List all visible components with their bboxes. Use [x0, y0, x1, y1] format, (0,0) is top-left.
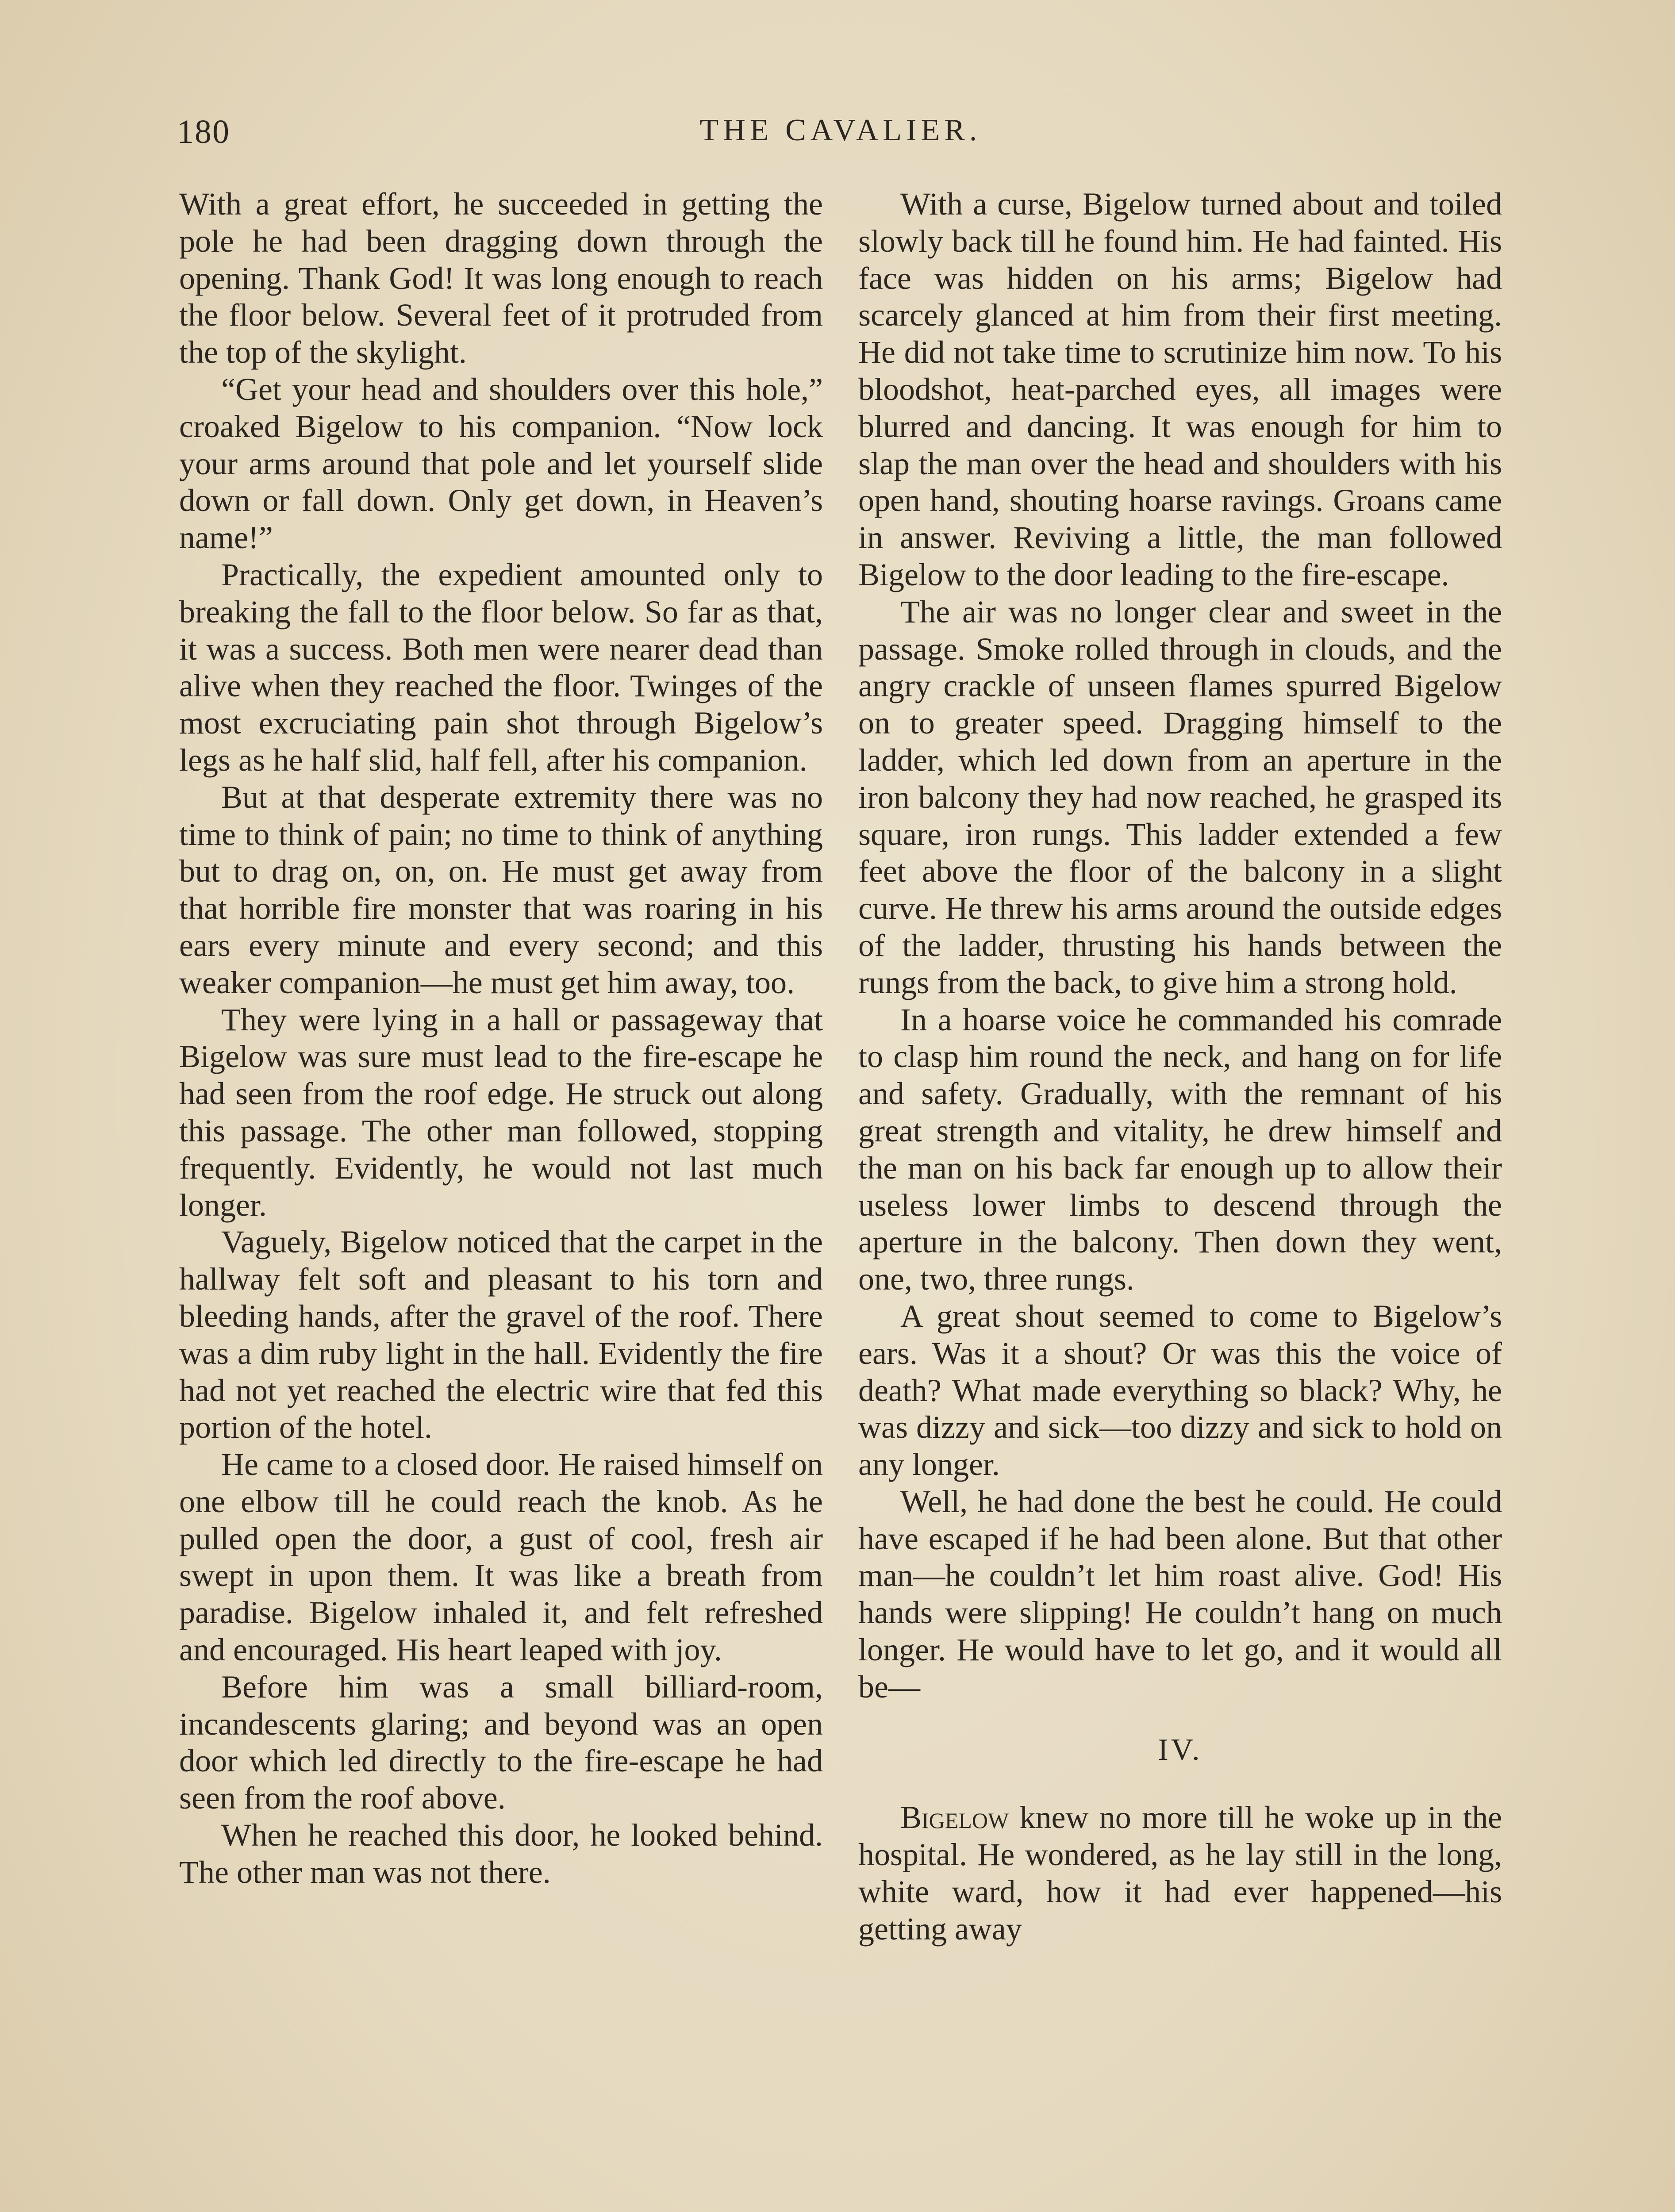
paragraph: With a great effort, he succeeded in getting the pole he had been dragging down through the opening. Thank God! It was long enough to reach the floor below. Several feet of it protruded from the top of the skylight. — [179, 186, 823, 370]
page-number: 180 — [177, 113, 230, 150]
section-opening-paragraph — [858, 1799, 1502, 1947]
paragraph: He came to a closed door. He raised himself on one elbow till he could reach the knob. As he pulled open the door, a gust of cool, fresh air swept in upon them. It was like a breath from paradise. Bigelow inhaled it, and felt refreshed and encouraged. His heart leaped with joy. — [179, 1447, 823, 1668]
paragraph: With a curse, Bigelow turned about and toiled slowly back till he found him. He had fainted. His face was hidden on his arms; Bigelow had scarcely glanced at him from their first meeting. He did not take time to scrutinize him now. To his bloodshot, heat-parched eyes, all images were blurred and dancing. It was enough for him to slap the man over the head and shoulders with his open hand, shouting hoarse ravings. Groans came in answer. Reviving a little, the man followed Bigelow to the door leading to the fire-escape. — [858, 186, 1502, 592]
section-heading: IV. — [1158, 1732, 1202, 1767]
opening-text: knew no more till he woke up in the hospital. He wondered, as he lay still in the long, white ward, how it had ever happened—his getting away — [858, 1800, 1502, 1947]
magazine-title: THE CAVALIER. — [699, 113, 982, 147]
paragraph: They were lying in a hall or passageway that Bigelow was sure must lead to the fire-escape he had seen from the roof edge. He struck out along this passage. The other man followed, stopping frequently. Evidently, he would not last much longer. — [179, 1002, 823, 1223]
left-column — [179, 186, 823, 1891]
opening-word: Bigelow — [900, 1800, 1009, 1836]
paragraph: In a hoarse voice he commanded his comrade to clasp him round the neck, and hang on for life and safety. Gradually, with the remnant of his great strength and vitality, he drew himself and the man on his back far enough up to allow their useless lower limbs to descend through the aperture in the balcony. Then down they went, one, two, three rungs. — [858, 1002, 1502, 1297]
paragraph: When he reached this door, he looked behind. The other man was not there. — [179, 1817, 823, 1890]
running-head — [177, 113, 1504, 161]
right-column — [858, 186, 1502, 1948]
paragraph: Vaguely, Bigelow noticed that the carpet in the hallway felt soft and pleasant to his torn and bleeding hands, after the gravel of the roof. There was a dim ruby light in the hall. Evidently the fire had not yet reached the electric wire that fed this portion of the hotel. — [179, 1224, 823, 1445]
paragraph: The air was no longer clear and sweet in the passage. Smoke rolled through in clouds, and the angry crackle of unseen flames spurred Bigelow on to greater speed. Dragging himself to the ladder, which led down from an aperture in the iron balcony they had now reached, he grasped its square, iron rungs. This ladder extended a few feet above the floor of the balcony in a slight curve. He threw his arms around the outside edges of the ladder, thrusting his hands between the rungs from the back, to give him a strong hold. — [858, 594, 1502, 1000]
paragraph: “Get your head and shoulders over this hole,” croaked Bigelow to his companion. “Now lock your arms around that pole and let yourself slide down or fall down. Only get down, in Heaven’s name!” — [179, 371, 823, 556]
paragraph: A great shout seemed to come to Bigelow’s ears. Was it a shout? Or was this the voice of death? What made everything so black? Why, he was dizzy and sick—too dizzy and sick to hold on any longer. — [858, 1298, 1502, 1482]
paragraph: But at that desperate extremity there was no time to think of pain; no time to think of anything but to drag on, on, on. He must get away from that horrible fire monster that was roaring in his ears every minute and every second; and this weaker companion—he must get him away, too. — [179, 779, 823, 1000]
paragraph: Practically, the expedient amounted only to breaking the fall to the floor below. So far as that, it was a success. Both men were nearer dead than alive when they reached the floor. Twinges of the most excruciating pain shot through Bigelow’s legs as he half slid, half fell, after his companion. — [179, 557, 823, 778]
paragraph: Well, he had done the best he could. He could have escaped if he had been alone. But that other man—he couldn’t let him roast alive. God! His hands were slipping! He couldn’t hang on much longer. He would have to let go, and it would all be— — [858, 1483, 1502, 1705]
paragraph: Before him was a small billiard-room, incandescents glaring; and beyond was an open door which led directly to the fire-escape he had seen from the roof above. — [179, 1669, 823, 1816]
